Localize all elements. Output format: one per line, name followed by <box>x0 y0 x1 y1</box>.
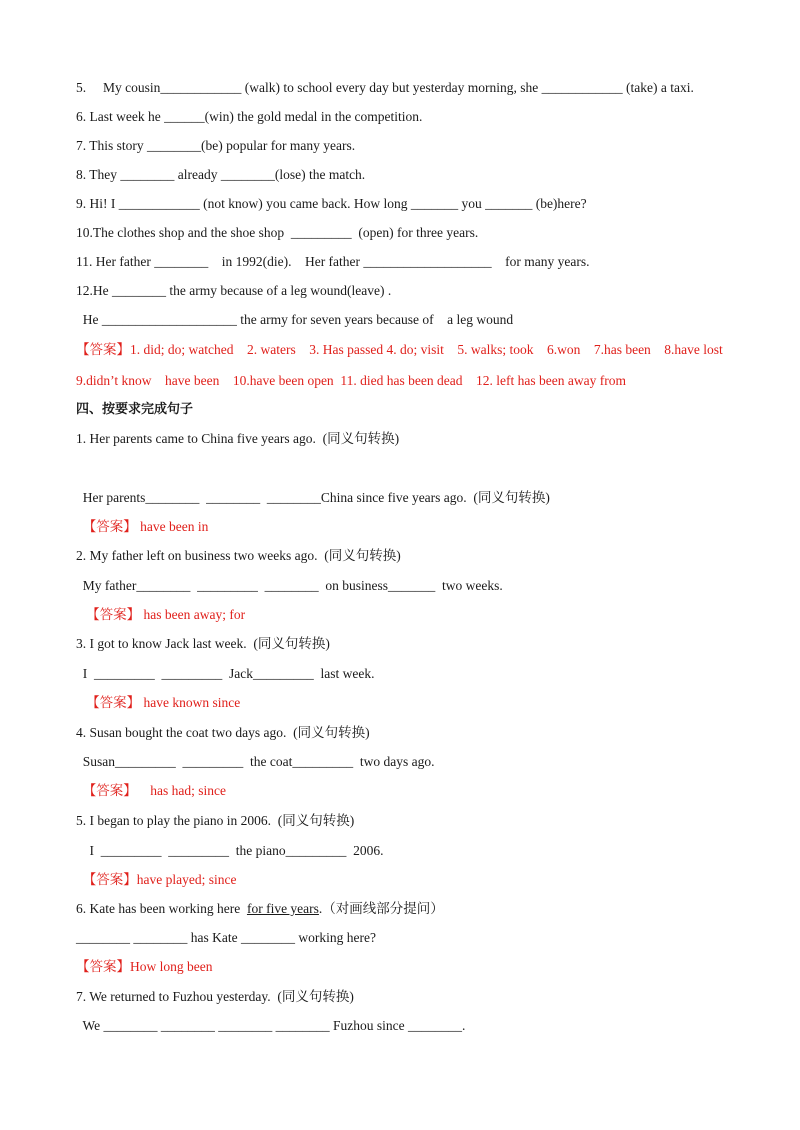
task-6-underlined-phrase: for five years <box>246 901 319 916</box>
task-1-answer: 【答案】 have been in <box>76 519 209 534</box>
question-10-line: 10.The clothes shop and the shoe shop _________ (open) for three years. <box>76 225 479 240</box>
answer-key-line-2: 9.didn’t know have been 10.have been open 11. died has been dead 12. left has been away from <box>76 373 626 388</box>
task-7-prompt: 7. We returned to Fuzhou yesterday. (同义句转换) <box>76 989 354 1004</box>
task-2-answer: 【答案】 has been away; for <box>76 607 246 622</box>
task-5-prompt: 5. I began to play the piano in 2006. (同义句转换) <box>76 813 355 828</box>
task-7-blanks: We ________ ________ ________ ________ Fuzhou since ________. <box>76 1018 466 1033</box>
question-6-line: 6. Last week he ______(win) the gold medal in the competition. <box>76 109 423 124</box>
question-9-line: 9. Hi! I ____________ (not know) you came back. How long _______ you _______ (be)here? <box>76 196 587 211</box>
task-1-prompt: 1. Her parents came to China five years ago. (同义句转换) <box>76 431 400 446</box>
task-5-blanks: I _________ _________ the piano_________ 2006. <box>76 843 384 858</box>
question-8-line: 8. They ________ already ________(lose) the match. <box>76 167 366 182</box>
task-6-prompt <box>76 900 444 918</box>
task-4-blanks: Susan_________ _________ the coat_________ two days ago. <box>76 754 435 769</box>
task-2-blanks: My father________ _________ ________ on business_______ two weeks. <box>76 578 503 593</box>
task-2-prompt: 2. My father left on business two weeks ago. (同义句转换) <box>76 548 401 563</box>
task-6-prompt-tail: .（对画线部分提问） <box>318 901 444 916</box>
task-4-prompt: 4. Susan bought the coat two days ago. (同义句转换) <box>76 725 370 740</box>
question-7-line: 7. This story ________(be) popular for many years. <box>76 138 356 153</box>
section-heading: 四、按要求完成句子 <box>76 402 194 417</box>
question-5-line: 5. My cousin____________ (walk) to school every day but yesterday morning, she ____________ (take) a taxi. <box>76 80 694 95</box>
task-6-prompt-start: 6. Kate has been working here <box>76 901 247 916</box>
answer-key-line-1: 【答案】1. did; do; watched 2. waters 3. Has passed 4. do; visit 5. walks; took 6.won 7.has been 8.have lost <box>76 342 723 357</box>
task-6-blanks: ________ ________ has Kate ________ working here? <box>76 930 376 945</box>
question-12b-line: He ____________________ the army for seven years because of a leg wound <box>76 312 514 327</box>
task-6-answer: 【答案】How long been <box>76 959 213 974</box>
task-4-answer: 【答案】 has had; since <box>76 783 226 798</box>
question-11-line: 11. Her father ________ in 1992(die). Her father ___________________ for many years. <box>76 254 590 269</box>
task-1-blanks: Her parents________ ________ ________China since five years ago. (同义句转换) <box>76 490 550 505</box>
task-3-prompt: 3. I got to know Jack last week. (同义句转换) <box>76 636 330 651</box>
task-3-answer: 【答案】 have known since <box>76 695 241 710</box>
question-12-line: 12.He ________ the army because of a leg wound(leave) . <box>76 283 392 298</box>
task-5-answer: 【答案】have played; since <box>76 872 237 887</box>
task-3-blanks: I _________ _________ Jack_________ last week. <box>76 666 375 681</box>
